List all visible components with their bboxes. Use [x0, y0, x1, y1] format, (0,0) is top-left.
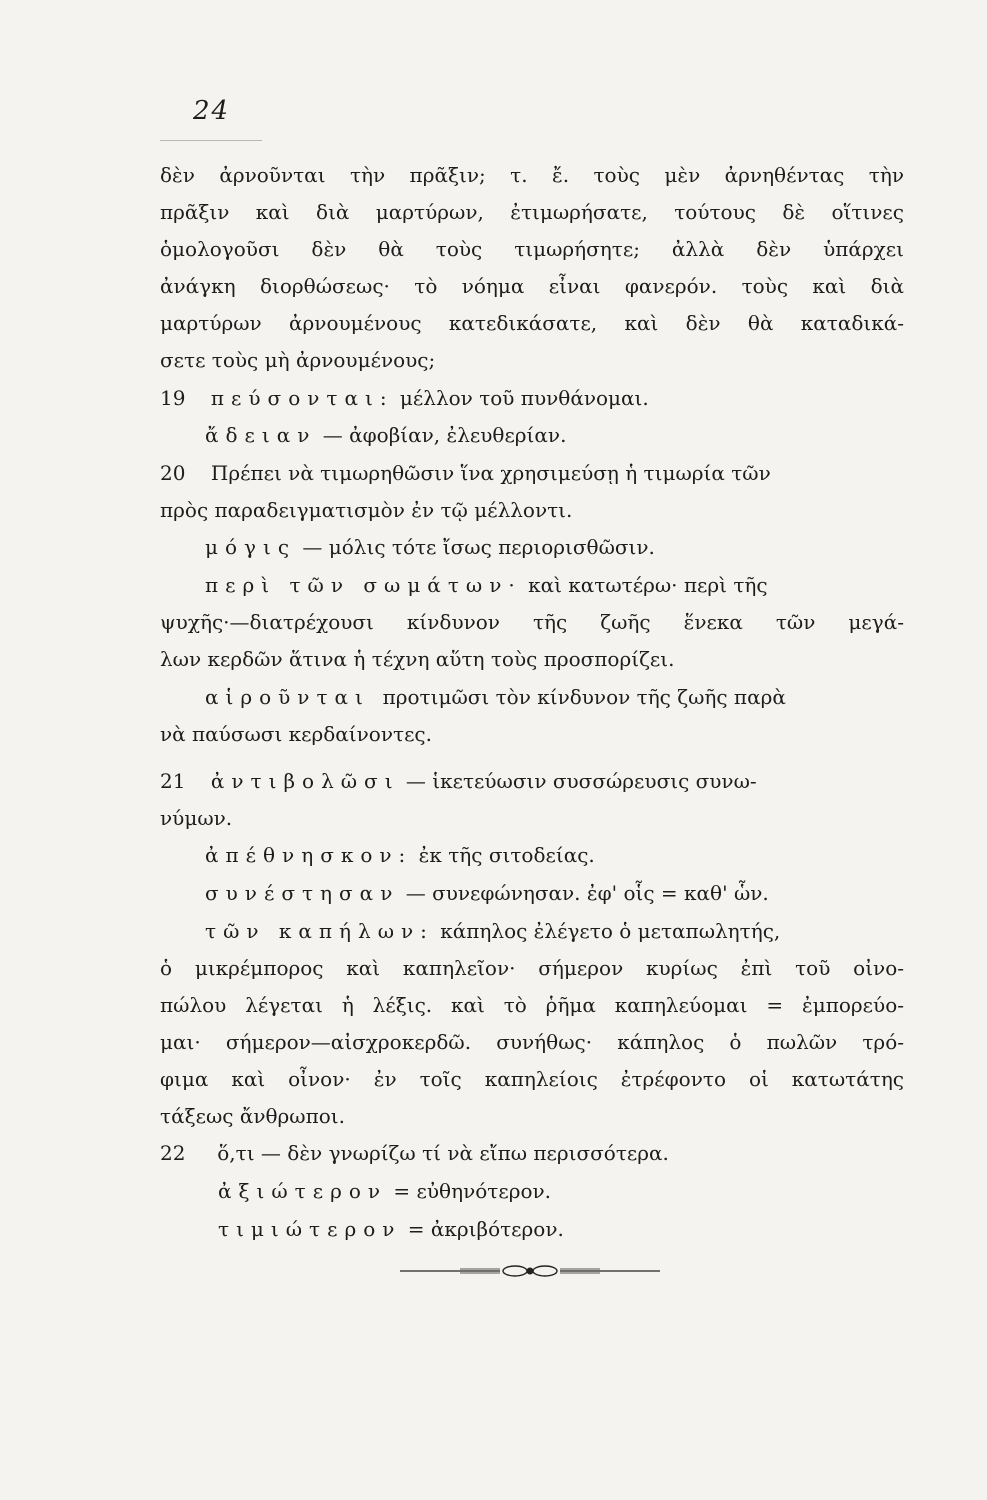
gloss: Πρέπει νὰ τιμωρηθῶσιν ἵνα χρησιμεύσῃ ἡ τιμωρία τῶν: [210, 461, 771, 485]
text-line: μαι· σήμερον—αἰσχροκερδῶ. συνήθως· κάπηλος ὁ πωλῶν τρό-: [160, 1030, 904, 1054]
gloss: — ἀφοβίαν, ἐλευθερίαν.: [322, 423, 567, 447]
section-number: 20: [160, 461, 186, 485]
gloss: μέλλον τοῦ πυνθάνομαι.: [399, 386, 649, 410]
page-number-rule: [160, 140, 262, 141]
note-20: [160, 458, 904, 488]
gloss: καὶ κατωτέρω· περὶ τῆς: [528, 573, 768, 597]
note-line: [205, 532, 905, 562]
lemma: ἀξιώτερον: [218, 1179, 388, 1203]
text-line: μαρτύρων ἀρνουμένους κατεδικάσατε, καὶ δὲν θὰ καταδικά-: [160, 311, 904, 335]
note-line: [205, 878, 905, 908]
lemma: τιμιώτερον: [218, 1217, 402, 1241]
section-number: 21: [160, 769, 186, 793]
text-line: ψυχῆς·—διατρέχουσι κίνδυνον τῆς ζωῆς ἕνεκα τῶν μεγά-: [160, 610, 904, 634]
note-line: [205, 570, 905, 600]
text-line: πώλου λέγεται ἡ λέξις. καὶ τὸ ῥῆμα καπηλεύομαι = ἐμπορεύο-: [160, 993, 904, 1017]
gloss: — δὲν γνωρίζω τί νὰ εἴπω περισσότερα.: [260, 1141, 669, 1165]
text-line: νύμων.: [160, 806, 233, 830]
gloss: — ἱκετεύωσιν συσσώρευσις συνω-: [405, 769, 757, 793]
lemma: ὅ,τι: [217, 1141, 255, 1165]
lemma: ἀπέθνησκον:: [205, 843, 413, 867]
note-line: [205, 682, 905, 712]
gloss: = ἀκριβότερον.: [407, 1217, 564, 1241]
lemma: συνέστησαν: [205, 881, 400, 905]
note-line: [218, 1176, 904, 1206]
lemma: περὶ τῶν σωμάτων·: [205, 573, 522, 597]
text-line: πρὸς παραδειγματισμὸν ἐν τῷ μέλλοντι.: [160, 498, 573, 522]
gloss: ἐκ τῆς σιτοδείας.: [418, 843, 595, 867]
section-number: 22: [160, 1141, 186, 1165]
note-line: [205, 420, 905, 450]
lemma: πεύσονται:: [210, 386, 394, 410]
text-line: σετε τοὺς μὴ ἀρνουμένους;: [160, 348, 436, 372]
note-22: [160, 1138, 904, 1168]
lemma: ἄδειαν: [205, 423, 317, 447]
note-line: [205, 916, 905, 946]
text-line: λων κερδῶν ἅτινα ἡ τέχνη αὕτη τοὺς προσπορίζει.: [160, 647, 675, 671]
note-line: [205, 840, 905, 870]
gloss: — μόλις τότε ἴσως περιορισθῶσιν.: [302, 535, 655, 559]
text-line: νὰ παύσωσι κερδαίνοντες.: [160, 722, 432, 746]
text-line: ὁ μικρέμπορος καὶ καπηλεῖον· σήμερον κυρίως ἐπὶ τοῦ οἰνο-: [160, 956, 904, 980]
gloss: προτιμῶσι τὸν κίνδυνον τῆς ζωῆς παρὰ: [382, 685, 786, 709]
lemma: μόγις: [205, 535, 297, 559]
gloss: — συνεφώνησαν. ἐφ' οἷς = καθ' ὧν.: [405, 881, 769, 905]
text-line: φιμα καὶ οἶνον· ἐν τοῖς καπηλείοις ἐτρέφοντο οἱ κατωτάτης: [160, 1067, 904, 1091]
text-line: ἀνάγκη διορθώσεως· τὸ νόημα εἶναι φανερόν. τοὺς καὶ διὰ: [160, 274, 904, 298]
note-line: [218, 1214, 904, 1244]
gloss: κάπηλος ἐλέγετο ὁ μεταπωλητής,: [440, 919, 781, 943]
lemma: ἀντιβολῶσι: [210, 769, 400, 793]
text-line: ὁμολογοῦσι δὲν θὰ τοὺς τιμωρήσητε; ἀλλὰ δὲν ὑπάρχει: [160, 237, 904, 261]
ornament-divider: [400, 1259, 660, 1283]
text-line: δὲν ἀρνοῦνται τὴν πρᾶξιν; τ. ἔ. τοὺς μὲν ἀρνηθέντας τὴν: [160, 163, 904, 187]
lemma: τῶν καπήλων:: [205, 919, 434, 943]
section-number: 19: [160, 386, 186, 410]
lemma: αἱροῦνται: [205, 685, 370, 709]
text-line: πρᾶξιν καὶ διὰ μαρτύρων, ἐτιμωρήσατε, τούτους δὲ οἵτινες: [160, 200, 904, 224]
text-line: τάξεως ἄνθρωποι.: [160, 1104, 345, 1128]
gloss: = εὐθηνότερον.: [393, 1179, 552, 1203]
note-21: [160, 766, 904, 796]
page-number: 24: [193, 96, 231, 126]
note-19: [160, 383, 904, 413]
